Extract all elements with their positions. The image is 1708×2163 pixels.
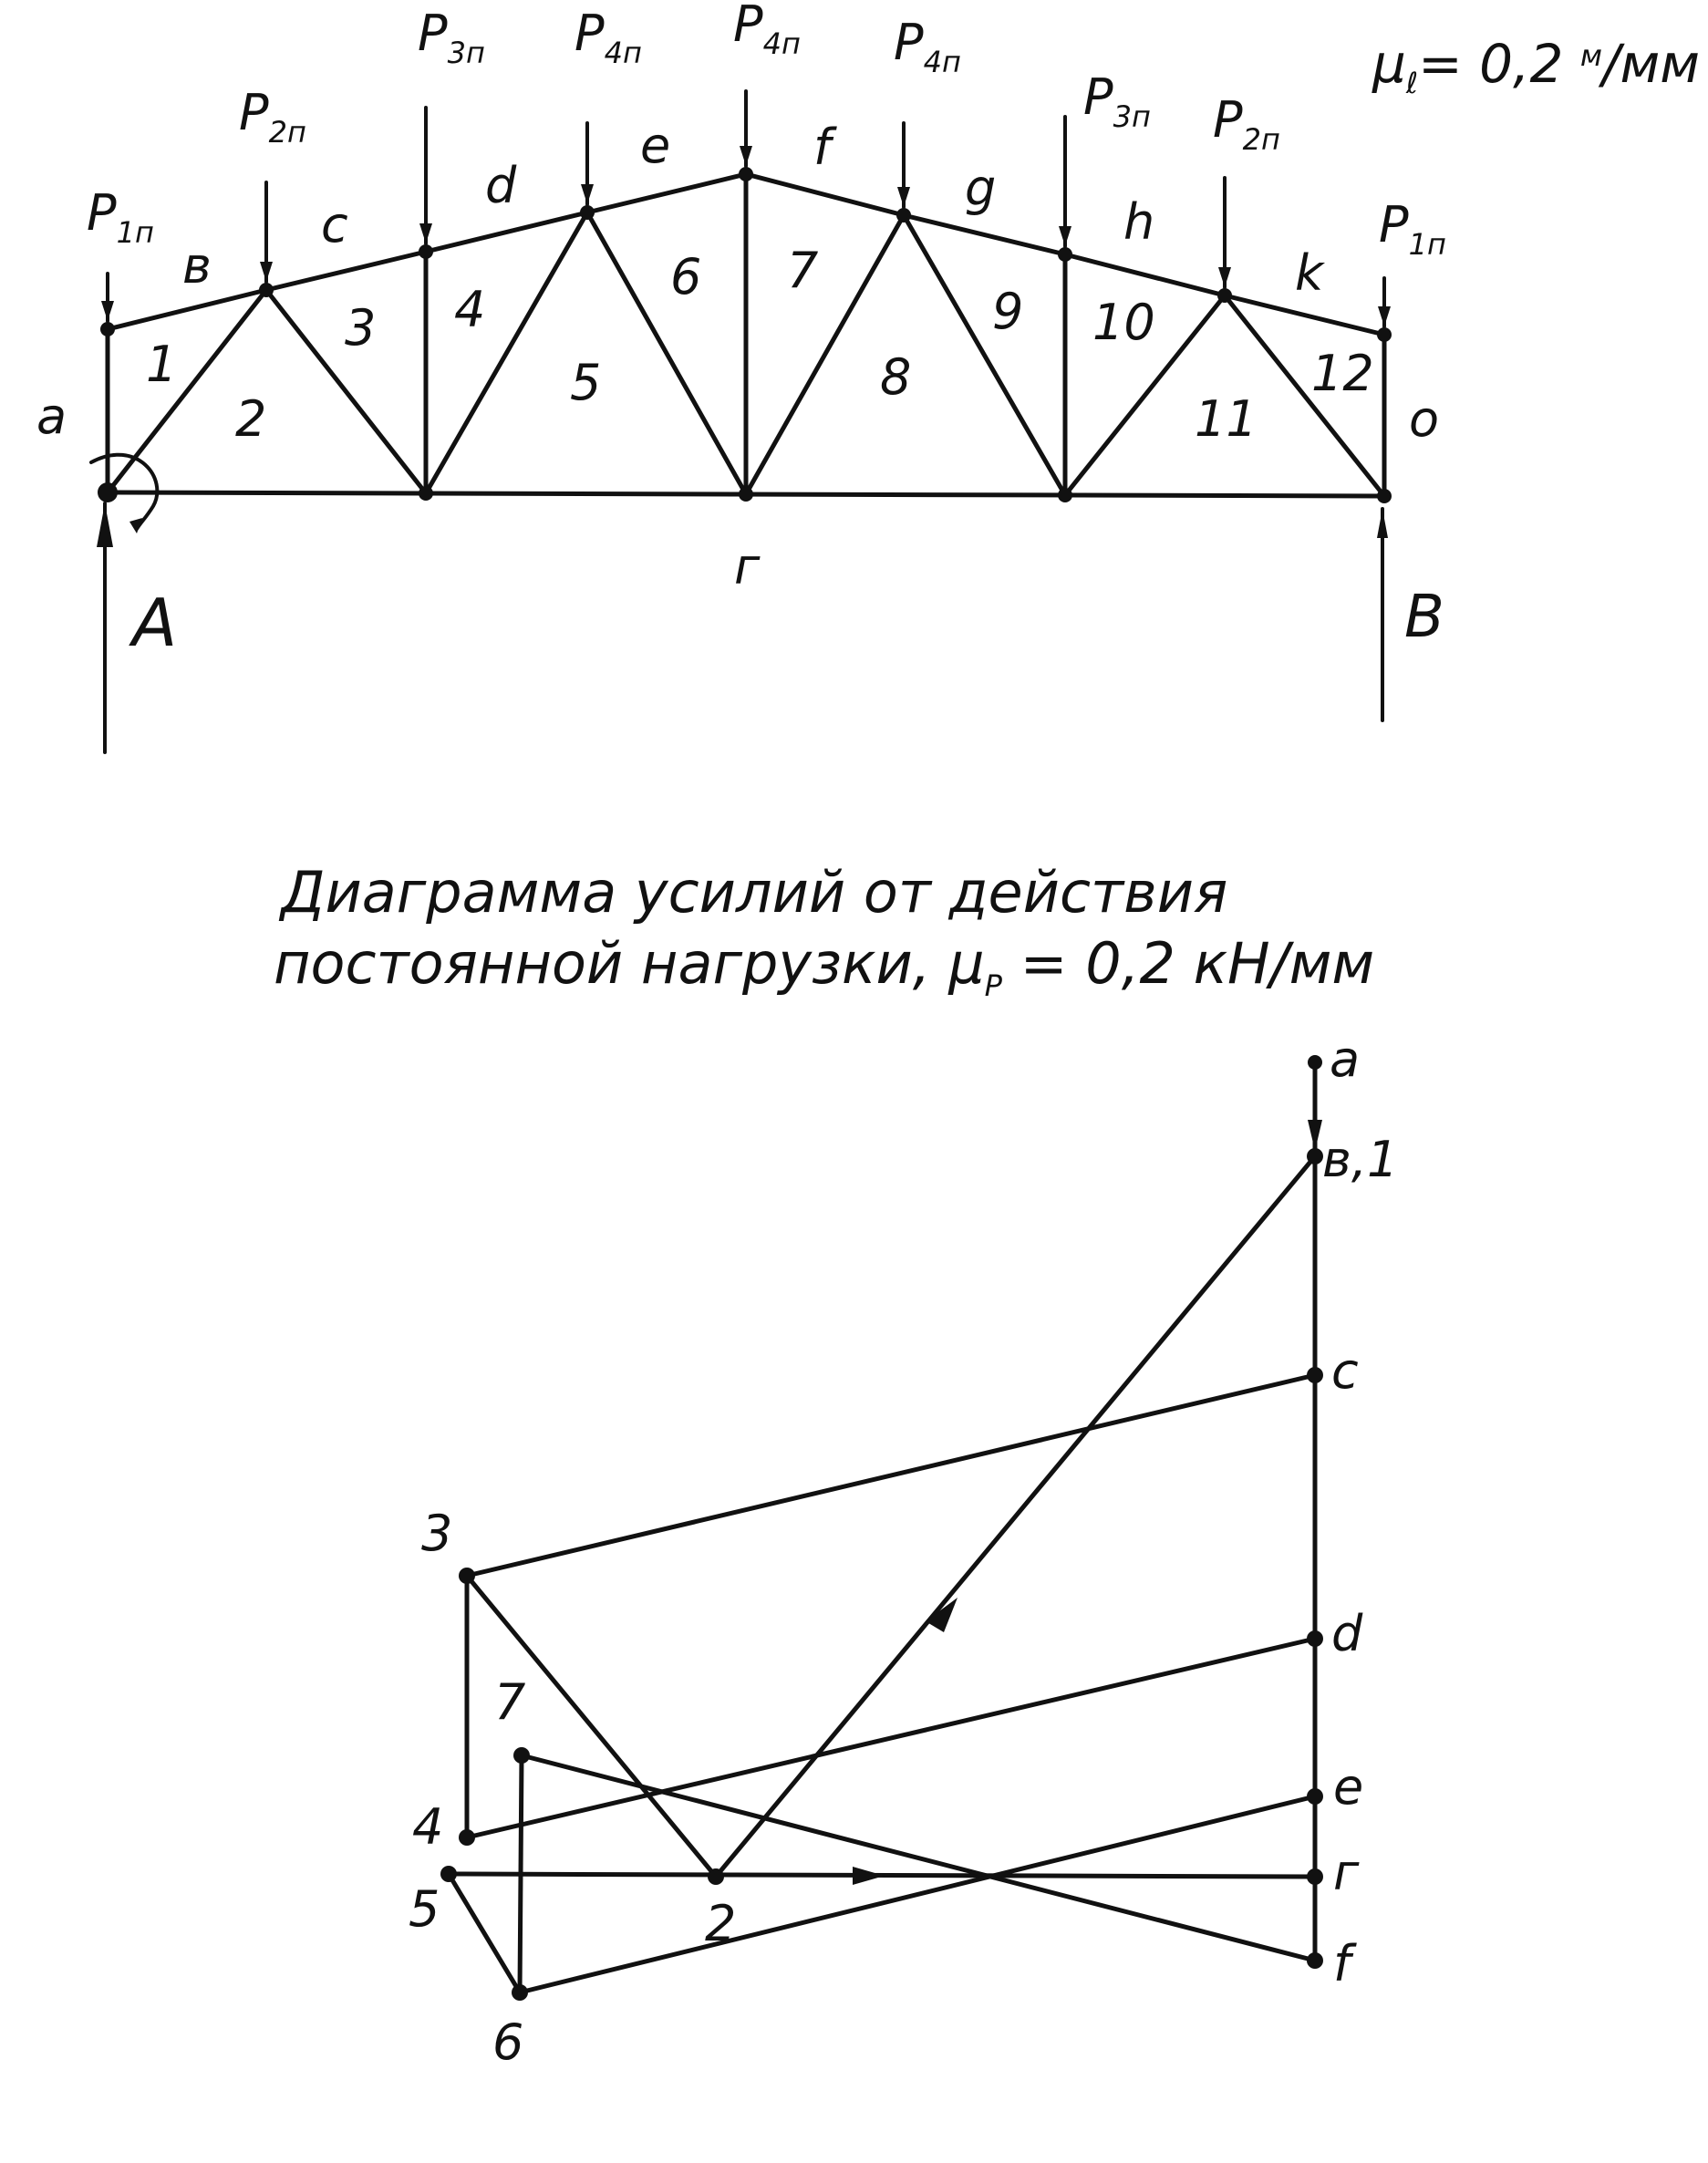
point-label: 2 (705, 1895, 737, 1952)
field-label: d (485, 157, 517, 214)
panel-number: 8 (880, 348, 912, 406)
truss-scheme (36, 0, 1446, 752)
point-label: d (1331, 1605, 1363, 1662)
field-label: e (640, 117, 671, 174)
point-3 (459, 1568, 475, 1584)
joint (739, 487, 753, 502)
point-label: 3 (421, 1505, 453, 1562)
load-label: $P_{1п}$ (1379, 196, 1446, 262)
point-g (1307, 1868, 1323, 1885)
title-line-1: Диаграмма усилий от действия (281, 859, 1228, 926)
point-label: 4 (412, 1798, 444, 1856)
load-label: $P_{2п}$ (1213, 91, 1280, 157)
point-label: в,1 (1322, 1131, 1399, 1188)
point-7 (513, 1747, 530, 1764)
support-label-left: A (132, 585, 178, 661)
panel-number: 10 (1092, 294, 1155, 351)
diagonal (587, 212, 746, 494)
force-line-7-6 (520, 1755, 522, 1992)
point-label: e (1333, 1758, 1364, 1816)
point-b1 (1307, 1148, 1323, 1164)
force-line-5-6 (449, 1874, 520, 1992)
load-label: $P_{3п}$ (418, 5, 485, 70)
point-label: c (1331, 1342, 1359, 1400)
load-labels (87, 0, 1446, 262)
force-line-7-f (522, 1755, 1315, 1961)
load-label: $P_{4п}$ (894, 14, 961, 79)
point-e (1307, 1788, 1323, 1805)
joint (100, 322, 115, 336)
load-label: $P_{4п}$ (575, 5, 642, 70)
panel-number: 2 (235, 390, 267, 448)
panel-number: 7 (787, 242, 819, 299)
point-d (1307, 1630, 1323, 1647)
force-line-e-6 (520, 1796, 1315, 1992)
panel-number: 3 (345, 299, 377, 357)
diagonal (904, 215, 1065, 495)
title-line-2: постоянной нагрузки, $\mu_P = 0,2$ кН/мм (274, 930, 1375, 1003)
joint (419, 486, 433, 501)
support-label-right: B (1404, 584, 1444, 651)
point-c (1307, 1367, 1323, 1383)
force-line-b1-2 (716, 1156, 1315, 1877)
support-reactions (91, 455, 1388, 752)
point-label: a (1330, 1030, 1361, 1088)
joint (1377, 327, 1392, 342)
field-label: f (813, 119, 832, 176)
joint (1217, 288, 1232, 303)
field-label: k (1295, 244, 1324, 302)
point-label: г (1333, 1844, 1360, 1901)
field-label: г (734, 538, 761, 595)
panel-number: 6 (670, 248, 702, 305)
joint (419, 244, 433, 259)
joint (896, 208, 911, 223)
field-label: c (321, 196, 348, 254)
joint (1058, 247, 1072, 262)
point-label: f (1333, 1935, 1351, 1992)
force-diagram (409, 1030, 1398, 2071)
panel-number: 1 (146, 336, 178, 393)
diagram-title (274, 859, 1374, 1003)
diagonal (426, 212, 587, 493)
length-scale-label: $\mu_\ell= 0,2$ $^м$/мм (1372, 33, 1701, 100)
point-f (1307, 1952, 1323, 1969)
force-line-c-3 (467, 1375, 1315, 1576)
joint (1058, 488, 1072, 502)
load-label: $P_{1п}$ (87, 184, 154, 250)
point-a (1308, 1055, 1322, 1070)
panel-number: 9 (992, 283, 1024, 340)
panel-number: 5 (570, 354, 602, 411)
outer-field-labels (36, 117, 1439, 595)
field-label: h (1123, 193, 1155, 251)
diagram-point-labels (409, 1030, 1398, 2071)
panel-number: 12 (1311, 345, 1374, 402)
panel-number: 11 (1195, 390, 1258, 448)
joint (580, 205, 595, 220)
point-label: 7 (494, 1673, 526, 1731)
diagram-points (440, 1055, 1323, 2001)
point-4 (459, 1829, 475, 1846)
joint (739, 167, 753, 181)
point-label: 6 (492, 2013, 524, 2071)
load-label: $P_{3п}$ (1083, 68, 1151, 134)
field-label: a (36, 388, 67, 445)
panel-number: 4 (454, 281, 486, 338)
joint (1377, 489, 1392, 503)
point-label: 5 (409, 1880, 440, 1938)
field-label: в (182, 237, 212, 295)
joint (259, 283, 274, 297)
field-label: o (1409, 390, 1440, 448)
load-label: $P_{2п}$ (239, 84, 306, 150)
field-label: g (965, 160, 997, 217)
point-6 (512, 1984, 528, 2001)
joint (98, 482, 118, 502)
point-2 (708, 1868, 724, 1885)
load-label: $P_{4п}$ (733, 0, 801, 61)
point-5 (440, 1866, 457, 1882)
